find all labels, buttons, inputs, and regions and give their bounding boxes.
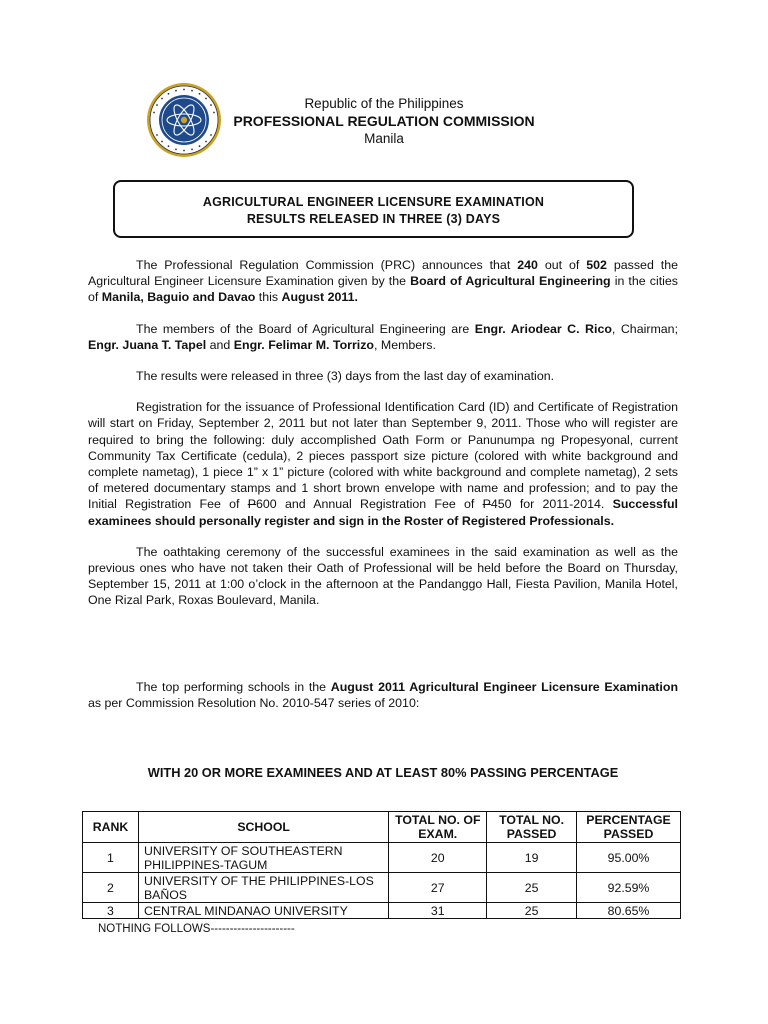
cell-total-exam: 31 xyxy=(389,903,487,919)
nothing-follows-note: NOTHING FOLLOWS---------------------- xyxy=(98,923,295,935)
header-school: SCHOOL xyxy=(138,812,388,843)
cell-school: UNIVERSITY OF THE PHILIPPINES-LOS BAÑOS xyxy=(138,873,388,903)
document-body xyxy=(88,257,678,726)
table-row xyxy=(83,903,681,919)
republic-label: Republic of the Philippines xyxy=(304,96,464,111)
cell-total-exam: 20 xyxy=(389,843,487,873)
paragraph-release: The results were released in three (3) days from the last day of examination. xyxy=(136,369,555,384)
paragraph-board-members: The members of the Board of Agricultural Engineering are Engr. Ariodear C. Rico, Chairman; Engr. Juana T. Tapel and Engr. Felimar M. Torrizo, Members. xyxy=(88,321,679,352)
city-label: Manila xyxy=(364,131,404,146)
cell-school: UNIVERSITY OF SOUTHEASTERN PHILIPPINES-TAGUM xyxy=(138,843,388,873)
paragraph-announcement: The Professional Regulation Commission (PRC) announces that 240 out of 502 passed the Agricultural Engineer Licensure Examination given by the Board of Agricultural Engineering in the cities of Manila, Baguio and Davao this August 2011. xyxy=(88,258,679,305)
cell-rank: 2 xyxy=(83,873,139,903)
cell-total-exam: 27 xyxy=(389,873,487,903)
paragraph-oathtaking: The oathtaking ceremony of the successful examinees in the said examination as well as the previous ones who have not taken their Oath of Professional will be held before the Board on Thursday, September 15, 2011 at 1:00 o’clock in the afternoon at the Pandanggo Hall, Fiesta Pavilion, Manila Hotel, One Rizal Park, Roxas Boulevard, Manila. xyxy=(88,544,678,608)
table-row xyxy=(83,873,681,903)
cell-rank: 1 xyxy=(83,843,139,873)
cell-percentage: 95.00% xyxy=(577,843,681,873)
table-header-row xyxy=(83,812,681,843)
table-section-title: WITH 20 OR MORE EXAMINEES AND AT LEAST 80% PASSING PERCENTAGE xyxy=(147,765,619,780)
header-total-passed: TOTAL NO. PASSED xyxy=(487,812,577,843)
cell-total-passed: 19 xyxy=(487,843,577,873)
letterhead xyxy=(230,95,538,147)
header-rank: RANK xyxy=(83,812,139,843)
top-schools-table xyxy=(82,811,681,919)
cell-rank: 3 xyxy=(83,903,139,919)
cell-percentage: 80.65% xyxy=(577,903,681,919)
cell-total-passed: 25 xyxy=(487,873,577,903)
table-row xyxy=(83,843,681,873)
title-line-2: RESULTS RELEASED IN THREE (3) DAYS xyxy=(246,212,501,226)
commission-name: PROFESSIONAL REGULATION COMMISSION xyxy=(233,113,535,129)
cell-percentage: 92.59% xyxy=(577,873,681,903)
paragraph-top-schools: The top performing schools in the August 2011 Agricultural Engineer Licensure Examination as per Commission Resolution No. 2010-547 series of 2010: xyxy=(88,679,679,710)
cell-school: CENTRAL MINDANAO UNIVERSITY xyxy=(138,903,388,919)
prc-seal-logo xyxy=(146,82,222,158)
header-total-exam: TOTAL NO. OF EXAM. xyxy=(389,812,487,843)
title-box xyxy=(113,180,634,238)
title-line-1: AGRICULTURAL ENGINEER LICENSURE EXAMINATION xyxy=(202,195,545,209)
header-percentage: PERCENTAGE PASSED xyxy=(577,812,681,843)
cell-total-passed: 25 xyxy=(487,903,577,919)
paragraph-registration: Registration for the issuance of Professional Identification Card (ID) and Certificate of Registration will start on Friday, September 2, 2011 but not later than September 9, 2011. Those who will register are required to bring the following: duly accomplished Oath Form or Panunumpa ng Propesyonal, current Community Tax Certificate (cedula), 2 pieces passport size picture (colored with white background and complete nametag), 1 piece 1” x 1” picture (colored with white background and complete nametag), 2 sets of metered documentary stamps and 1 short brown envelope with name and profession; and to pay the Initial Registration Fee of P600 and Annual Registration Fee of P450 for 2011-2014. Successful examinees should personally register and sign in the Roster of Registered Professionals. xyxy=(88,400,678,528)
